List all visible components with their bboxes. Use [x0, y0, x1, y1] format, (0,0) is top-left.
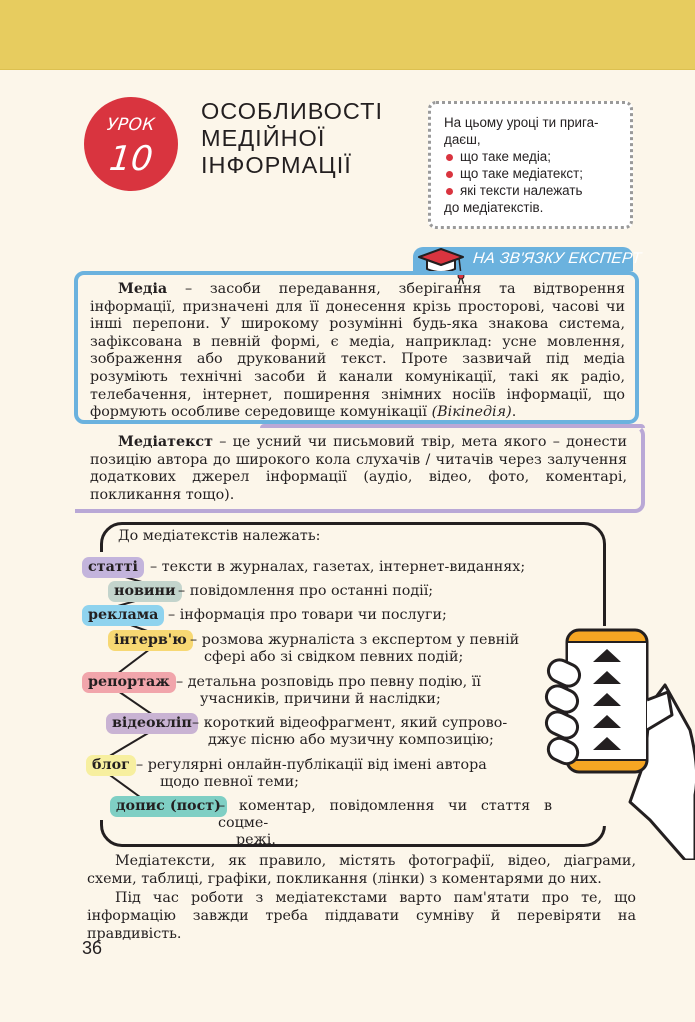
definition-news: – повідомлення про останні події; [178, 583, 434, 599]
header-band [0, 0, 695, 70]
tag-articles: статті [82, 557, 144, 578]
lesson-badge [84, 97, 178, 191]
definition-advertising: – інформація про товари чи послуги; [168, 607, 447, 623]
tag-reportage: репортаж [82, 672, 176, 693]
term-mediatext: Медіатекст [118, 434, 213, 450]
definition-post [218, 798, 552, 849]
definition-line: – розмова журналіста з експертом у певній [190, 632, 520, 648]
title-line: ОСОБЛИВОСТІ [201, 98, 383, 124]
recall-tail: до медіатекстів. [444, 200, 544, 215]
recall-item: що таке медіа; [444, 148, 620, 165]
paragraph-text: Медіатексти, як правило, містять фотографії, відео, діаграми, схеми, таблиці, графіки, покликання (лінки) з коментарями до них. [87, 853, 636, 887]
lesson-title [201, 98, 383, 179]
tag-blog: блог [86, 755, 136, 776]
media-definition [90, 281, 625, 422]
hand-holding-phone-icon [540, 610, 695, 860]
recall-item: які тексти належать [444, 182, 620, 199]
recall-box [428, 101, 633, 229]
definition-reportage [176, 674, 531, 708]
definition-text: – засоби передавання, зберігання та відтворення інформації, призначені для її донесення крізь просторові, часові чи інші перепони. У широкому розумінні будь-яка знакова система, зафіксована в певній формі, є медіа, наприклад: усне мовлення, зображення або друкований текст. Проте зазвичай під медіа розуміють технічні засоби й канали комунікації, такі як радіо, телебачення, інтернет, поширення знімних носіїв інформації, що формують особливе середовище комунікації [90, 281, 625, 421]
paragraph-text: Під час роботи з медіатекстами варто пам'ятати про те, що інформацію завжди треба піддавати сумніву й перевіряти на правдивість. [87, 890, 636, 942]
term-media: Медіа [118, 281, 168, 297]
lesson-number: 10 [107, 139, 155, 179]
definition-line: щодо певної теми; [160, 774, 299, 790]
definition-interview [190, 632, 530, 666]
definition-videoclip [192, 715, 532, 749]
page-number: 36 [82, 938, 103, 958]
bottom-paragraph-1 [87, 852, 636, 888]
tag-videoclip: відеокліп [106, 713, 198, 734]
definition-line: – детальна розповідь про певну подію, її [176, 674, 481, 690]
mediatext-definition-box [75, 425, 645, 513]
title-line: МЕДІЙНОЇ [201, 125, 326, 151]
definition-line: сфері або зі свідком певних подій; [204, 649, 464, 665]
recall-item: що таке медіатекст; [444, 165, 620, 182]
definition-line: учасників, причини й наслідки; [200, 691, 441, 707]
tag-interview: інтерв'ю [108, 630, 193, 651]
tag-post: допис (пост) [110, 796, 227, 817]
recall-intro: На цьому уроці ти прига- [444, 115, 599, 130]
punctuation: . [511, 404, 517, 421]
definition-line: режі. [236, 832, 276, 848]
definition-text: – це усний чи письмовий твір, мета якого – донести позицію автора до широкого кола слухачів / читачів через залучення додаткових джерел інформації (аудіо, відео, фото, коментарі, покликання тощо). [90, 434, 627, 503]
tag-advertising: реклама [82, 605, 164, 626]
definition-blog [136, 757, 532, 791]
tag-news: новини [108, 581, 182, 602]
definition-line: – короткий відеофрагмент, який супрово- [192, 715, 508, 731]
bottom-paragraph-2 [87, 889, 636, 943]
definition-articles: – тексти в журналах, газетах, інтернет-виданнях; [150, 559, 526, 575]
definition-line: – регулярні онлайн-публікації від імені автора [136, 757, 487, 773]
mediatext-definition [90, 434, 627, 504]
source-citation: (Вікіпедія) [431, 404, 512, 421]
expert-label: НА ЗВ'ЯЗКУ ЕКСПЕРТ [472, 250, 643, 267]
types-intro: До медіатекстів належать: [118, 528, 321, 544]
title-line: ІНФОРМАЦІЇ [201, 152, 352, 178]
definition-line: джує пісню або музичну композицію; [208, 732, 494, 748]
media-definition-box [74, 271, 639, 424]
recall-intro: даєш, [444, 132, 481, 147]
definition-line: – коментар, повідомлення чи стаття в соцме- [218, 798, 552, 831]
lesson-label: УРОК [105, 115, 157, 135]
